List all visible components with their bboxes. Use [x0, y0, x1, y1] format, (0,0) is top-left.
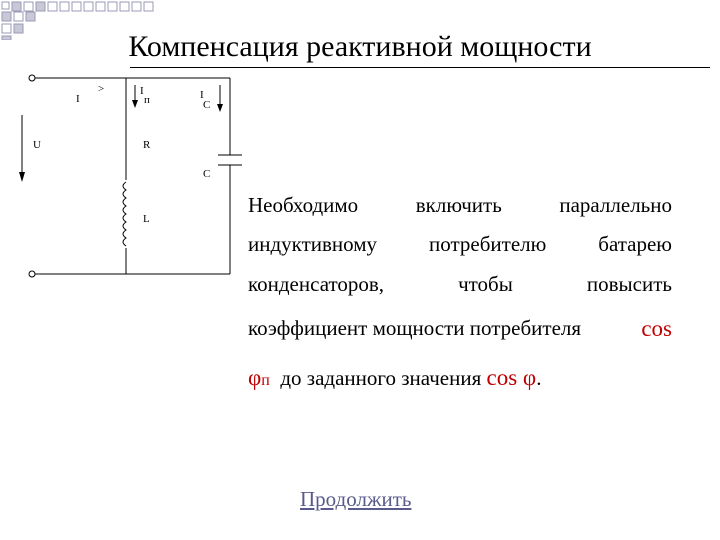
- u-arrowhead: [19, 172, 25, 182]
- label-Ip: I: [140, 85, 144, 97]
- terminal-top: [29, 75, 35, 81]
- body-line-5: [248, 365, 672, 391]
- word: потребителю: [429, 232, 547, 256]
- label-I: I: [76, 93, 80, 105]
- circuit-diagram: [0, 60, 250, 290]
- label-C: C: [203, 168, 211, 180]
- word: индуктивному: [248, 232, 378, 256]
- body-line-3: [248, 272, 672, 297]
- ip-arrowhead: [132, 100, 138, 108]
- ic-arrowhead: [217, 104, 223, 112]
- label-Ic: I: [200, 89, 204, 101]
- continue-link[interactable]: Продолжить: [300, 487, 412, 511]
- period: .: [536, 366, 542, 390]
- slide-title: Компенсация реактивной мощности: [128, 30, 592, 63]
- cos-term: cos: [641, 316, 672, 341]
- body-line-1: [248, 193, 672, 218]
- body-line-2: [248, 232, 672, 257]
- body-text: до заданного значения: [280, 366, 482, 390]
- label-arrow-sym: >: [98, 83, 105, 95]
- label-Ic-sub: C: [203, 99, 211, 111]
- word: чтобы: [458, 272, 513, 296]
- body-text: коэффициент мощности потребителя: [248, 316, 582, 340]
- body-line-4: [248, 316, 672, 342]
- label-Ip-sub: п: [144, 94, 150, 106]
- phi-subscript: п: [261, 372, 270, 389]
- word: Необходимо: [248, 193, 359, 217]
- label-R: R: [143, 139, 151, 151]
- inductor-coil: [123, 182, 126, 246]
- label-U: U: [33, 139, 41, 151]
- word: конденсаторов,: [248, 272, 385, 296]
- word: повысить: [586, 272, 672, 296]
- word: включить: [415, 193, 502, 217]
- cos-phi-term: cos φ: [486, 365, 537, 390]
- word: батарею: [598, 232, 672, 256]
- label-L: L: [143, 213, 150, 225]
- terminal-bottom: [29, 271, 35, 277]
- phi-symbol: φ: [248, 365, 262, 390]
- word: параллельно: [559, 193, 672, 217]
